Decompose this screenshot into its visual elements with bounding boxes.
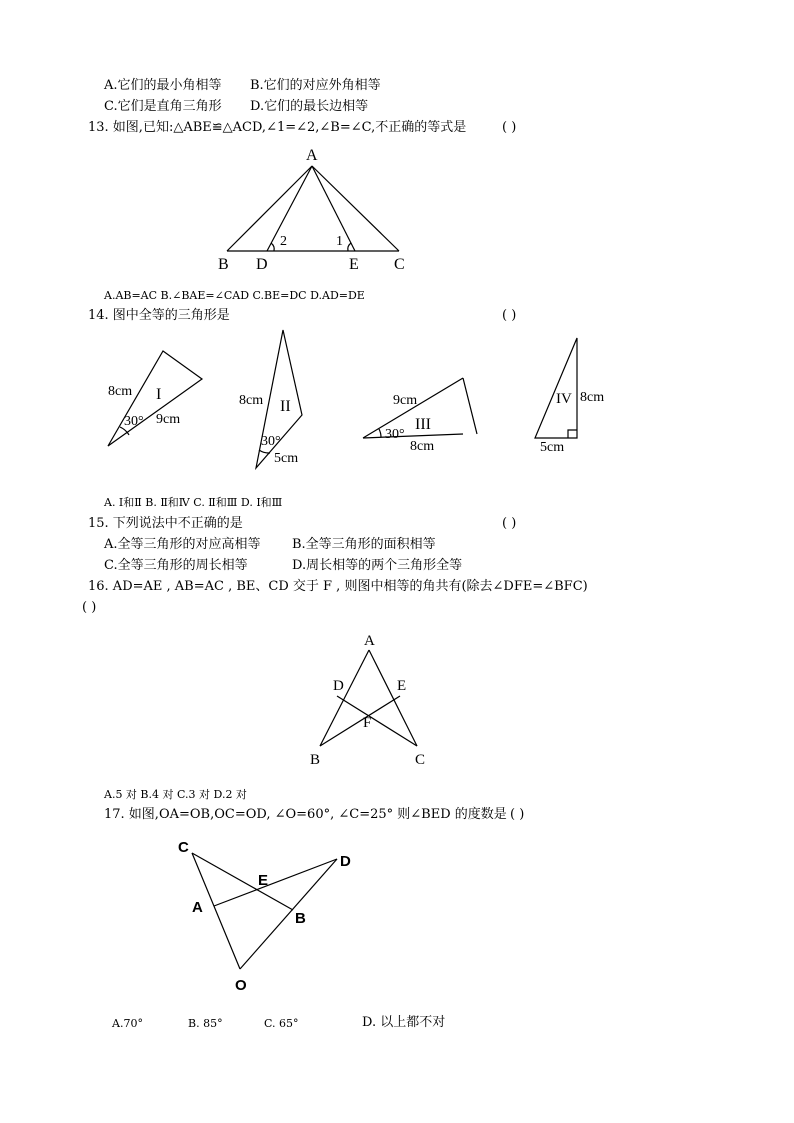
q14-t2-roman: II	[280, 398, 291, 415]
q12-option-a: A.它们的最小角相等	[104, 78, 222, 93]
q14-t3-roman: III	[415, 416, 431, 433]
q13-label-angle-1: 1	[336, 234, 343, 249]
q15-option-a: A.全等三角形的对应高相等	[104, 537, 261, 552]
q15-stem: 15. 下列说法中不正确的是	[88, 516, 243, 531]
q14-triangle-2	[230, 325, 315, 475]
q14-triangle-4	[525, 332, 620, 457]
q13-label-c: C	[394, 256, 405, 273]
q12-option-b: B.它们的对应外角相等	[250, 78, 381, 93]
q13-label-b: B	[218, 256, 229, 273]
q14-options: A. Ⅰ和Ⅱ B. Ⅱ和Ⅳ C. Ⅱ和Ⅲ D. Ⅰ和Ⅲ	[104, 496, 283, 509]
q15-option-c: C.全等三角形的周长相等	[104, 558, 248, 573]
q12-option-d: D.它们的最长边相等	[250, 99, 369, 114]
q16-label-e: E	[397, 678, 407, 694]
q16-label-c: C	[415, 752, 426, 768]
q17-label-d: D	[340, 853, 351, 870]
q13-label-angle-2: 2	[280, 234, 287, 249]
q17-figure	[165, 835, 365, 995]
q16-label-d: D	[333, 678, 344, 694]
q14-t1-side-9cm: 9cm	[156, 412, 181, 427]
q14-t2-side-5cm: 5cm	[274, 451, 299, 466]
q14-t2-side-8cm: 8cm	[239, 393, 264, 408]
q14-t4-side-8cm: 8cm	[580, 390, 605, 405]
q14-triangle-3	[355, 370, 490, 455]
q12-option-c: C.它们是直角三角形	[104, 99, 222, 114]
q14-triangle-1	[100, 345, 210, 455]
q14-answer-bracket: ( )	[502, 308, 517, 323]
q13-label-d: D	[256, 256, 268, 273]
q14-t2-angle: 30°	[261, 434, 281, 449]
q16-label-f: F	[363, 715, 372, 731]
q14-t1-angle: 30°	[124, 414, 144, 429]
q15-option-d: D.周长相等的两个三角形全等	[292, 558, 463, 573]
q17-option-d: D. 以上都不对	[362, 1015, 446, 1030]
q17-label-c: C	[178, 839, 189, 856]
q17-label-b: B	[295, 910, 306, 927]
q13-label-e: E	[349, 256, 359, 273]
q14-t4-side-5cm: 5cm	[540, 440, 565, 455]
q16-label-b: B	[310, 752, 321, 768]
q15-answer-bracket: ( )	[502, 516, 517, 531]
q17-answer-bracket: ( )	[510, 807, 525, 822]
q17-option-a: A.70°	[112, 1017, 143, 1030]
q16-label-a: A	[364, 633, 375, 649]
q17-label-o: O	[235, 977, 247, 994]
q17-label-a: A	[192, 899, 203, 916]
q14-stem: 14. 图中全等的三角形是	[88, 308, 230, 323]
q16-options: A.5 对 B.4 对 C.3 对 D.2 对	[104, 788, 247, 801]
q17-option-b: B. 85°	[188, 1017, 223, 1030]
q16-figure	[300, 625, 440, 775]
q14-t3-side-8cm: 8cm	[410, 439, 435, 454]
q13-stem: 13. 如图,已知:△ABE≌△ACD,∠1=∠2,∠B=∠C,不正确的等式是	[88, 120, 467, 135]
q17-option-c: C. 65°	[264, 1017, 299, 1030]
q14-t3-side-9cm: 9cm	[393, 393, 418, 408]
q14-t4-roman: IV	[556, 391, 572, 407]
q13-answer-bracket: ( )	[502, 120, 517, 135]
q14-t3-angle: 30°	[385, 427, 405, 442]
q13-label-a: A	[306, 147, 318, 164]
q14-t1-side-8cm: 8cm	[108, 384, 133, 399]
q15-option-b: B.全等三角形的面积相等	[292, 537, 436, 552]
q17-label-e: E	[258, 872, 269, 889]
q16-stem: 16. AD=AE , AB=AC , BE、CD 交于 F , 则图中相等的角共有(除去∠DFE=∠BFC)	[88, 579, 588, 594]
q14-t1-roman: I	[156, 386, 162, 403]
q16-answer-bracket: ( )	[82, 600, 97, 615]
q17-stem: 17. 如图,OA=OB,OC=OD, ∠O=60°, ∠C=25° 则∠BED 的度数是	[104, 807, 507, 822]
q13-figure	[210, 140, 420, 275]
q13-options: A.AB=AC B.∠BAE=∠CAD C.BE=DC D.AD=DE	[104, 289, 365, 302]
